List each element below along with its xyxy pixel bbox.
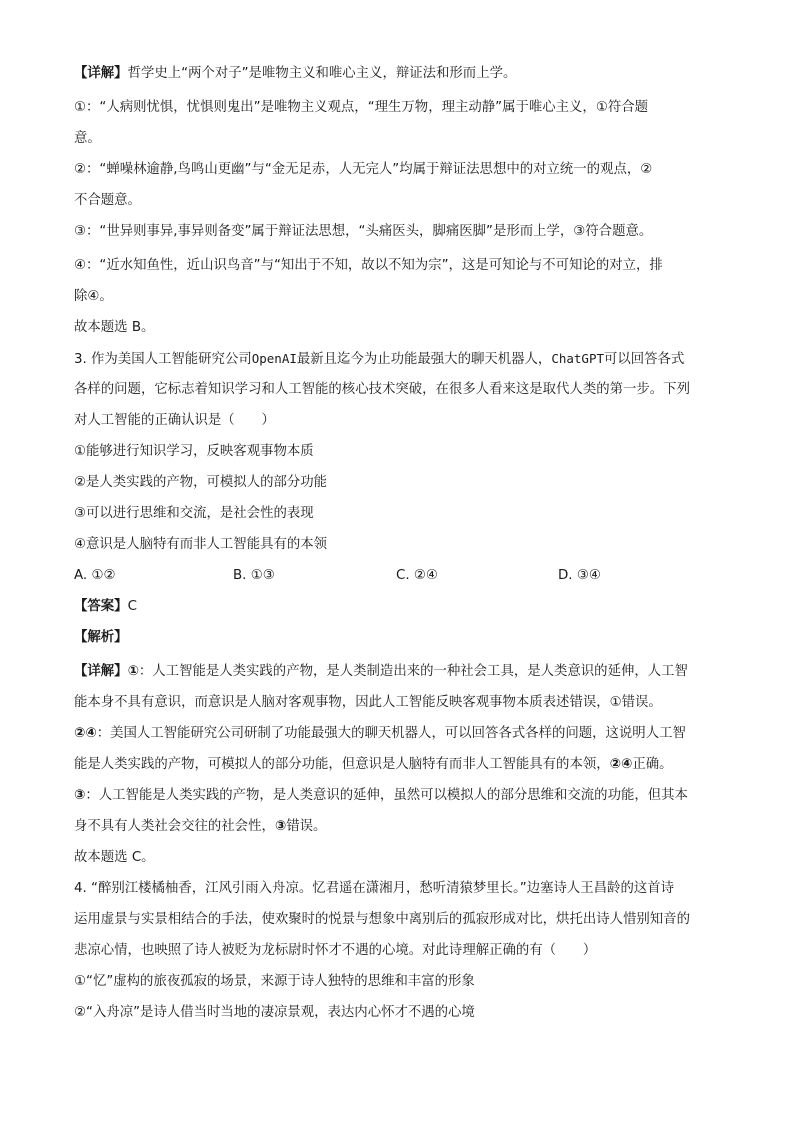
detail-paragraph-line [74, 64, 516, 84]
option-a: A. ①② [74, 568, 116, 583]
item-number: ① [127, 664, 139, 679]
detail-tag: 【详解】 [74, 66, 128, 81]
statement-2: ②“入舟凉”是诗人借当时当地的凄凉景观，表达内心怀才不遇的心境 [74, 1005, 475, 1020]
detail-text: 正确。 [632, 757, 673, 772]
question-3-stem-line: 对人工智能的正确认识是（ ） [74, 413, 275, 428]
explanation-line: ④：“近水知鱼性，近山识鸟音”与“知出于不知，故以不知为宗”，这是可知论与不可知论的对立，排 [74, 258, 663, 273]
question-3-stem-line [74, 349, 684, 370]
detail-line [74, 786, 688, 806]
answer-tag: 【答案】 [74, 599, 128, 614]
detail-text: 身不具有人类社会交往的社会性， [74, 819, 275, 834]
explanation-line: 除④。 [74, 289, 113, 304]
statement-2: ②是人类实践的产物，可模拟人的部分功能 [74, 475, 328, 490]
conclusion-line: 故本题选 B。 [74, 320, 155, 335]
item-number: ②④ [609, 757, 633, 772]
detail-line [74, 817, 326, 837]
option-d: D. ③④ [558, 568, 601, 583]
conclusion-line: 故本题选 C。 [74, 850, 155, 865]
stem-text: 可以回答各式 [604, 352, 685, 367]
option-c: C. ②④ [396, 568, 438, 583]
stem-text: 最新且迄今为止功能最强大的聊天机器人， [296, 352, 552, 367]
option-b: B. ①③ [233, 568, 275, 583]
answer-value: C [127, 599, 137, 614]
question-4-stem-line: 运用虚景与实景相结合的手法，使欢聚时的悦景与想象中离别后的孤寂形成对比，烘托出诗人惜别知音的 [74, 912, 690, 927]
statement-1: ①能够进行知识学习，反映客观事物本质 [74, 444, 314, 459]
detail-tag: 【详解】 [74, 664, 128, 679]
detail-line [74, 662, 688, 682]
stem-text: 3. 作为美国人工智能研究公司 [74, 352, 252, 367]
item-number: ③ [274, 819, 287, 834]
stem-text-mono: ChatGPT [551, 351, 604, 366]
question-3-stem-line: 各样的问题，它标志着知识学习和人工智能的核心技术突破，在很多人看来这是取代人类的第一步。下列 [74, 382, 690, 397]
detail-text: ：人工智能是人类实践的产物，是人类意识的延伸，虽然可以模拟人的部分思维和交流的功能，但其本 [85, 788, 688, 803]
explanation-line: ①：“人病则忧惧，忧惧则鬼出”是唯物主义观点，“理生万物，理主动静”属于唯心主义，①符合题 [74, 100, 648, 115]
statement-3: ③可以进行思维和交流，是社会性的表现 [74, 506, 314, 521]
detail-text: ：人工智能是人类实践的产物，是人类制造出来的一种社会工具，是人类意识的延伸，人工智 [138, 664, 688, 679]
detail-text: ：美国人工智能研究公司研制了功能最强大的聊天机器人，可以回答各式各样的问题，这说明人工智 [96, 726, 686, 741]
stem-text-mono: OpenAI [251, 351, 297, 366]
statement-1: ①“忆”虚构的旅夜孤寂的场景，来源于诗人独特的思维和丰富的形象 [74, 974, 475, 989]
question-4-stem-line: 悲凉心情，也映照了诗人被贬为龙标尉时怀才不遇的心境。对此诗理解正确的有（ ） [74, 943, 597, 958]
analysis-tag: 【解析】 [74, 630, 128, 645]
detail-line [74, 755, 672, 775]
explanation-line: 不合题意。 [74, 193, 141, 208]
question-4-stem-line: 4. “醉别江楼橘柚香，江风引雨入舟凉。忆君遥在潇湘月，愁听清猿梦里长。”边塞诗人王昌龄的这首诗 [74, 881, 675, 896]
detail-text: 能是人类实践的产物，可模拟人的部分功能，但意识是人脑特有而非人工智能具有的本领， [74, 757, 610, 772]
detail-line: 能本身不具有意识，而意识是人脑对客观事物，因此人工智能反映客观事物本质表述错误，①错误。 [74, 695, 662, 710]
explanation-line: 意。 [74, 131, 101, 146]
explanation-line: ③：“世异则事异,事异则备变”属于辩证法思想，“头痛医头，脚痛医脚”是形而上学，③符合题意。 [74, 224, 653, 239]
detail-text: 错误。 [286, 819, 327, 834]
statement-4: ④意识是人脑特有而非人工智能具有的本领 [74, 537, 328, 552]
detail-line [74, 724, 686, 744]
explanation-line: ②：“蝉噪林逾静,鸟鸣山更幽”与“金无足赤，人无完人”均属于辩证法思想中的对立统一的观点，② [74, 162, 653, 177]
answer-line [74, 597, 137, 617]
item-number: ②④ [74, 726, 97, 741]
detail-text: 哲学史上“两个对子”是唯物主义和唯心主义，辩证法和形而上学。 [127, 66, 517, 81]
item-number: ③ [74, 788, 86, 803]
